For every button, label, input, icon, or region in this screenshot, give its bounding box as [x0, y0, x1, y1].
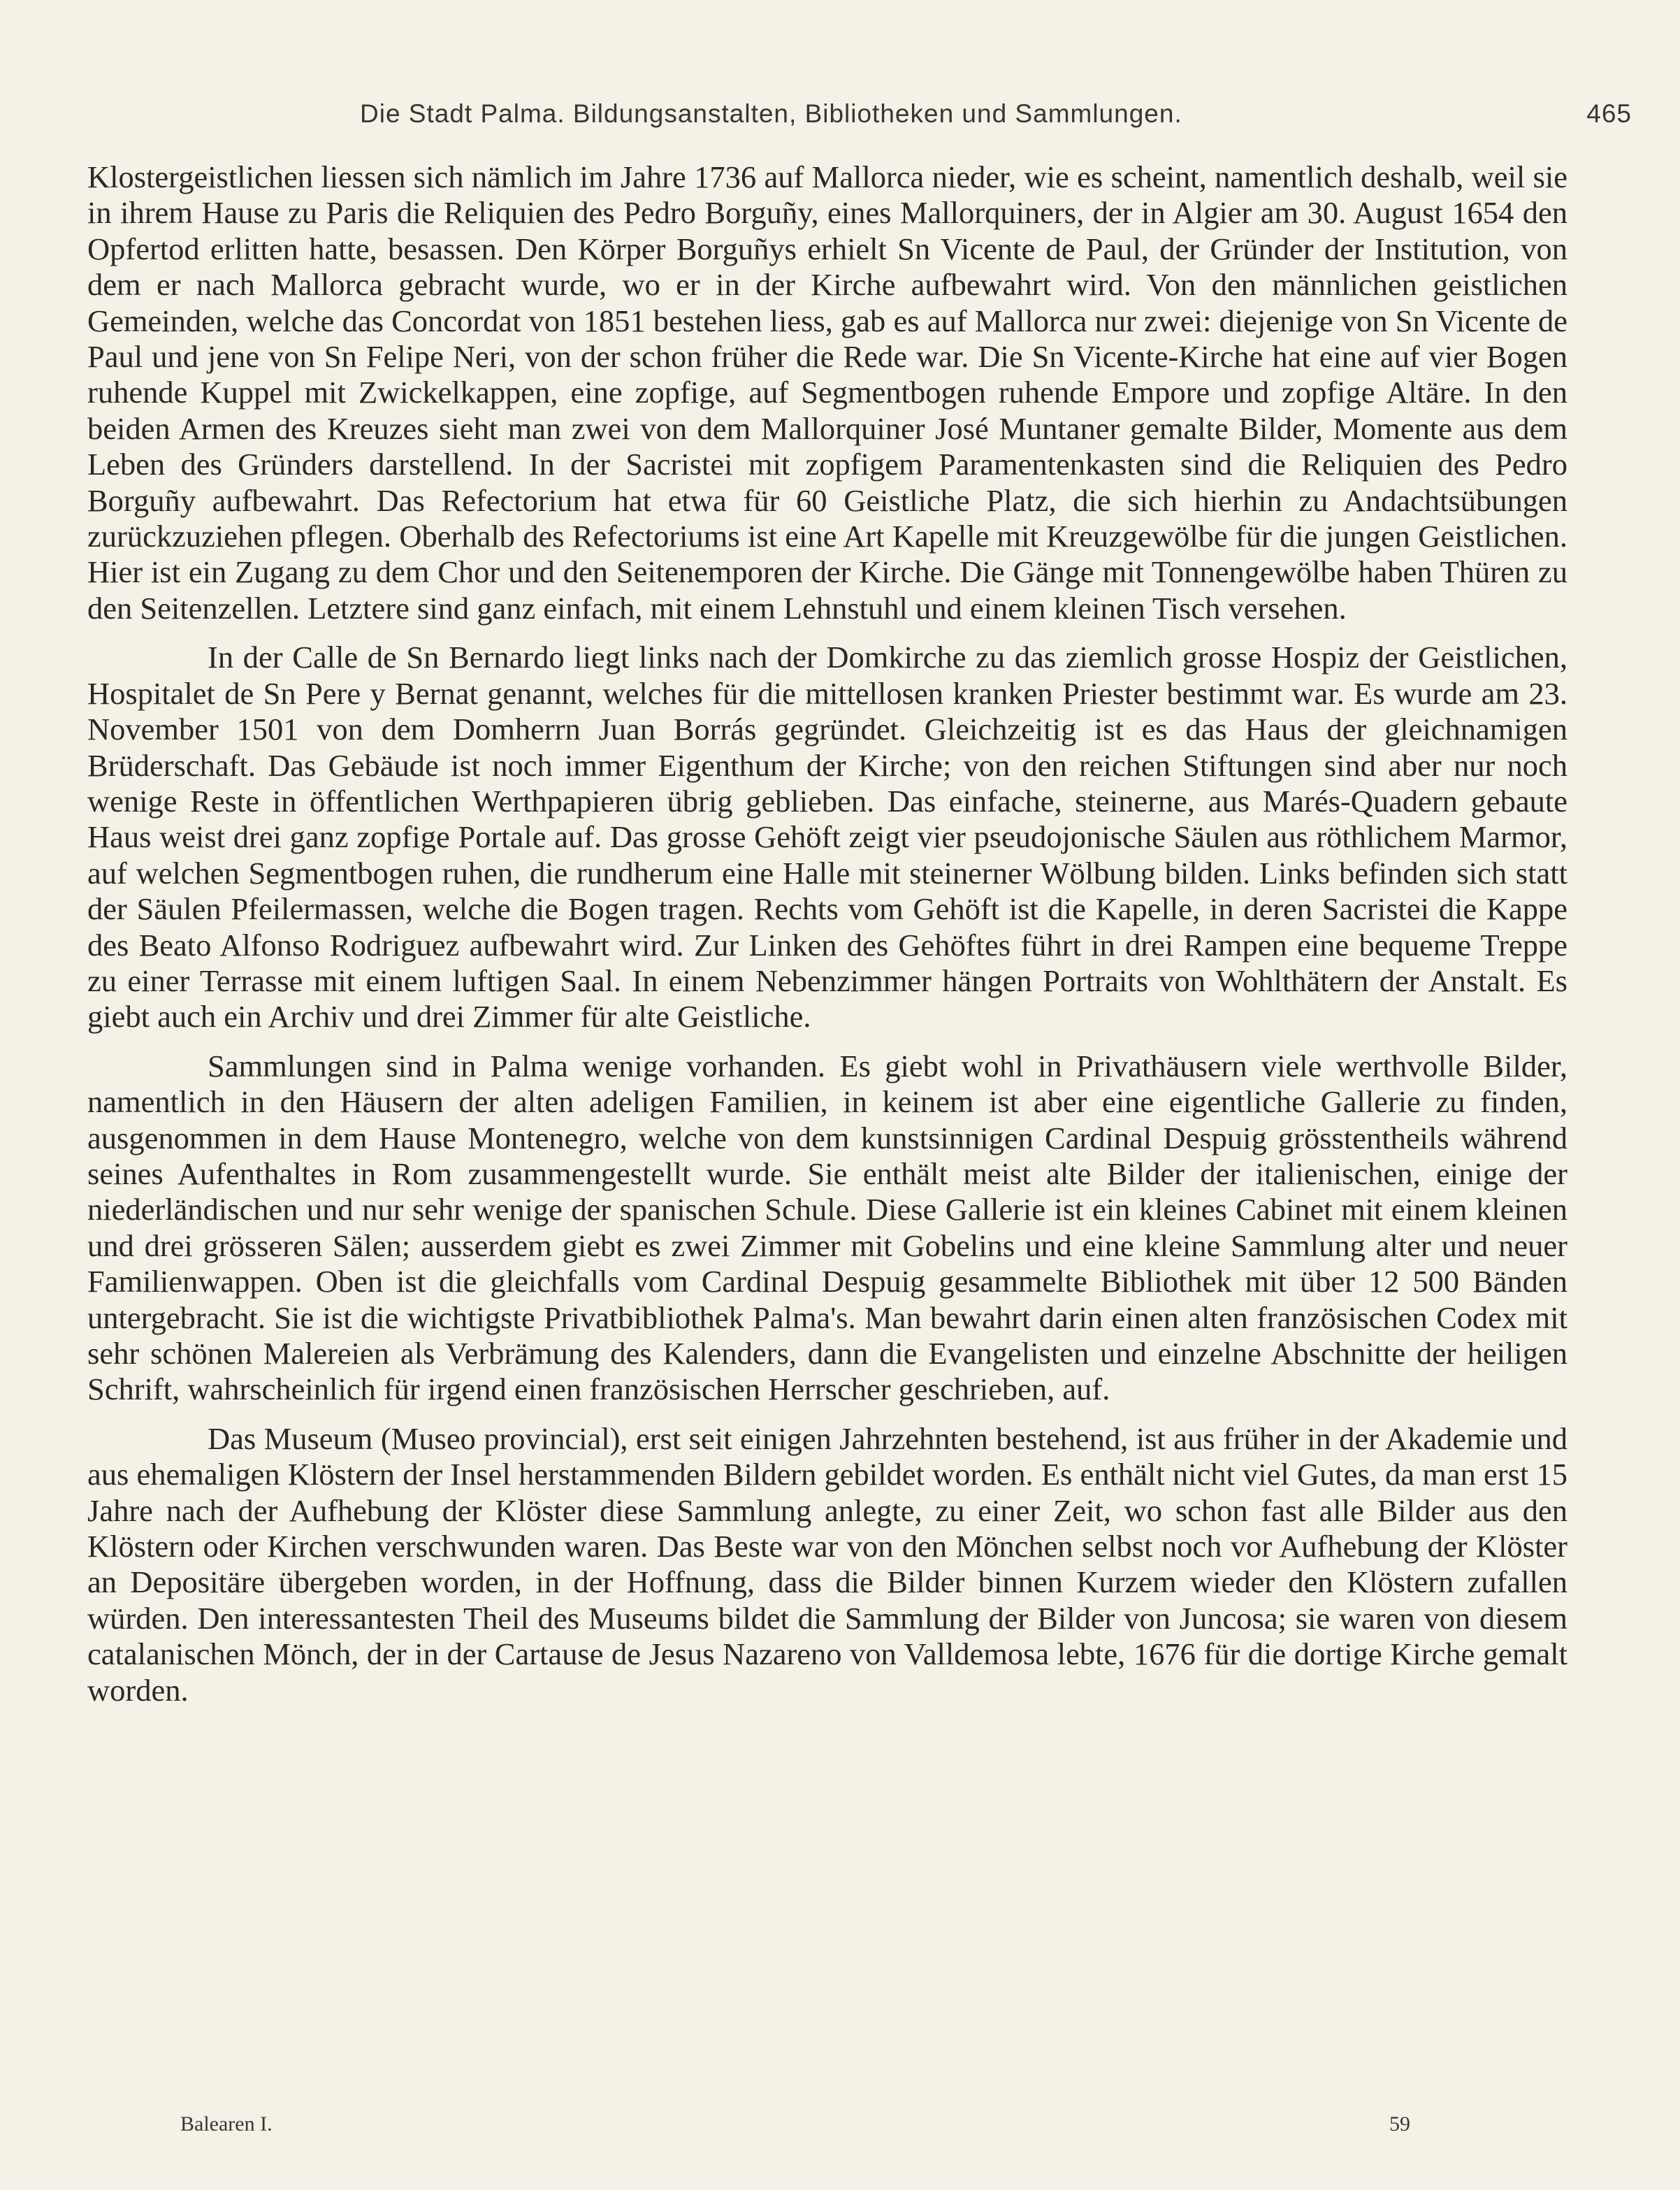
paragraph-sammlungen: Sammlungen sind in Palma wenige vorhanden. Es giebt wohl in Privathäusern viele werthvolle Bilder, namentlich in den Häusern der alten adeligen Familien, in keinem ist aber eine eigentliche Gallerie zu finden, ausgenommen in dem Hause Montenegro, welche von dem kunstsinnigen Cardinal Despuig grösstentheils während seines Aufenthaltes in Rom zusammengestellt wurde. Sie enthält meist alte Bilder der italienischen, einige der niederländischen und nur sehr wenige der spanischen Schule. Diese Gallerie ist ein kleines Cabinet mit einem kleinen und drei grösseren Sälen; ausserdem giebt es zwei Zimmer mit Gobelins und eine kleine Sammlung alter und neuer Familienwappen. Oben ist die gleichfalls vom Cardinal Despuig gesammelte Bibliothek mit über 12 500 Bänden untergebracht. Sie ist die wichtigste Privatbibliothek Palma's. Man bewahrt darin einen alten französischen Codex mit sehr schönen Malereien als Verbrämung des Kalenders, dann die Evangelisten und einzelne Abschnitte der heiligen Schrift, wahrscheinlich für irgend einen französischen Herrscher geschrieben, auf. — [87, 1048, 1567, 1407]
paragraph-museum: Das Museum (Museo provincial), erst seit einigen Jahrzehnten bestehend, ist aus früher in der Akademie und aus ehemaligen Klöstern der Insel herstammenden Bildern gebildet worden. Es enthält nicht viel Gutes, da man erst 15 Jahre nach der Aufhebung der Klöster diese Sammlung anlegte, zu einer Zeit, wo schon fast alle Bilder aus den Klöstern oder Kirchen verschwunden waren. Das Beste war von den Mönchen selbst noch vor Aufhebung der Klöster an Depositäre übergeben worden, in der Hoffnung, dass die Bilder binnen Kurzem wieder den Klöstern zufallen würden. Den interessantesten Theil des Museums bildet die Sammlung der Bilder von Juncosa; sie waren von diesem catalanischen Mönch, der in der Cartause de Jesus Nazareno von Valldemosa lebte, 1676 für die dortige Kirche gemalt worden. — [87, 1420, 1567, 1708]
page-number: 465 — [1586, 99, 1632, 128]
sheet-number: 59 — [1389, 2112, 1410, 2135]
running-head-title: Die Stadt Palma. Bildungsanstalten, Bibliotheken und Sammlungen. — [360, 99, 1182, 128]
page-footer — [180, 2112, 1410, 2147]
paragraph-continuation: Klostergeistlichen liessen sich nämlich im Jahre 1736 auf Mallorca nieder, wie es scheint, namentlich deshalb, weil sie in ihrem Hause zu Paris die Reliquien des Pedro Borguñy, eines Mallorquiners, der in Algier am 30. August 1654 den Opfertod erlitten hatte, besassen. Den Körper Borguñys erhielt Sn Vicente de Paul, der Gründer der Institution, von dem er nach Mallorca gebracht wurde, wo er in der Kirche aufbewahrt wird. Von den männlichen geistlichen Gemeinden, welche das Concordat von 1851 bestehen liess, gab es auf Mallorca nur zwei: diejenige von Sn Vicente de Paul und jene von Sn Felipe Neri, von der schon früher die Rede war. Die Sn Vicente-Kirche hat eine auf vier Bogen ruhende Kuppel mit Zwickelkappen, eine zopfige, auf Segmentbogen ruhende Empore und zopfige Altäre. In den beiden Armen des Kreuzes sieht man zwei von dem Mallorquiner José Muntaner gemalte Bilder, Momente aus dem Leben des Gründers darstellend. In der Sacristei mit zopfigem Paramentenkasten sind die Reliquien des Pedro Borguñy aufbewahrt. Das Refectorium hat etwa für 60 Geistliche Platz, die sich hierhin zu Andachtsübungen zurückzuziehen pflegen. Oberhalb des Refectoriums ist eine Art Kapelle mit Kreuzgewölbe für die jungen Geistlichen. Hier ist ein Zugang zu dem Chor und den Seitenemporen der Kirche. Die Gänge mit Tonnengewölbe haben Thüren zu den Seitenzellen. Letztere sind ganz einfach, mit einem Lehnstuhl und einem kleinen Tisch versehen. — [87, 159, 1567, 626]
paragraph-hospiz: In der Calle de Sn Bernardo liegt links nach der Domkirche zu das ziemlich grosse Hospiz der Geistlichen, Hospitalet de Sn Pere y Bernat genannt, welches für die mittellosen kranken Priester bestimmt war. Es wurde am 23. November 1501 von dem Domherrn Juan Borrás gegründet. Gleichzeitig ist es das Haus der gleichnamigen Brüderschaft. Das Gebäude ist noch immer Eigenthum der Kirche; von den reichen Stiftungen sind aber nur noch wenige Reste in öffentlichen Werthpapieren übrig geblieben. Das einfache, steinerne, aus Marés-Quadern gebaute Haus weist drei ganz zopfige Portale auf. Das grosse Gehöft zeigt vier pseudojonische Säulen aus röthlichem Marmor, auf welchen Segmentbogen ruhen, die rundherum eine Halle mit steinerner Wölbung bilden. Links befinden sich statt der Säulen Pfeilermassen, welche die Bogen tragen. Rechts vom Gehöft ist die Kapelle, in deren Sacristei die Kappe des Beato Alfonso Rodriguez aufbewahrt wird. Zur Linken des Gehöftes führt in drei Rampen eine bequeme Treppe zu einer Terrasse mit einem luftigen Saal. In einem Nebenzimmer hängen Portraits von Wohlthätern der Anstalt. Es giebt auch ein Archiv und drei Zimmer für alte Geistliche. — [87, 640, 1567, 1035]
body-text — [87, 159, 1567, 1708]
running-head — [360, 99, 1632, 141]
footer-signature: Balearen I. — [180, 2112, 273, 2135]
